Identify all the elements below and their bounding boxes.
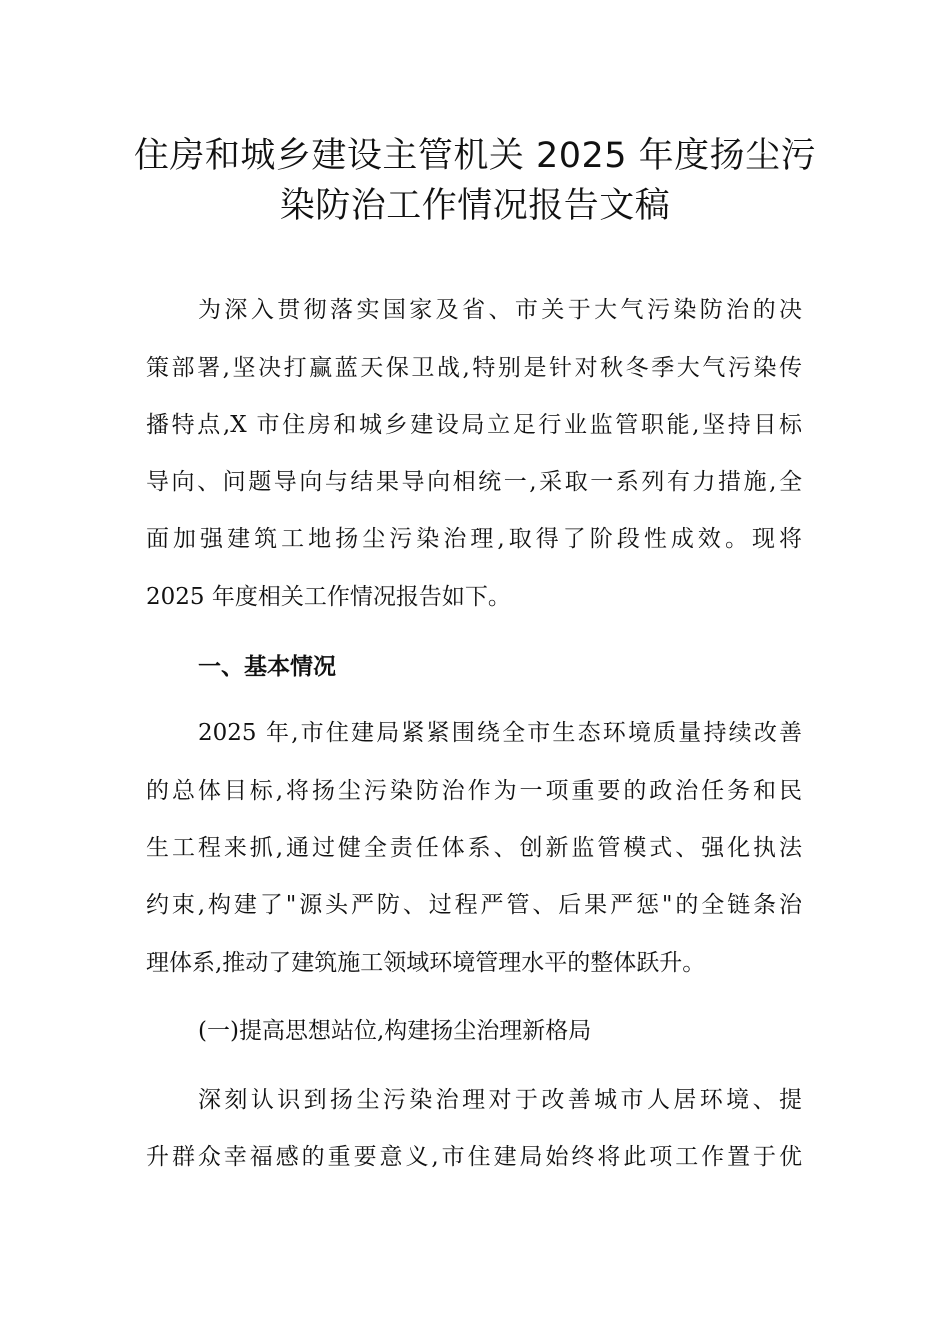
section1-paragraph-line: 生工程来抓,通过健全责任体系、创新监管模式、强化执法 [146,835,802,861]
subsection-heading-1: (一)提高思想站位,构建扬尘治理新格局 [198,1018,592,1044]
subsection1-paragraph-line: 升群众幸福感的重要意义,市住建局始终将此项工作置于优 [146,1144,802,1170]
subsection1-paragraph-line: 深刻认识到扬尘污染治理对于改善城市人居环境、提 [198,1087,802,1113]
intro-paragraph-line: 导向、问题导向与结果导向相统一,采取一系列有力措施,全 [146,469,802,495]
intro-paragraph-line: 播特点,X 市住房和城乡建设局立足行业监管职能,坚持目标 [146,412,802,438]
section1-paragraph-line: 理体系,推动了建筑施工领域环境管理水平的整体跃升。 [146,950,706,976]
intro-paragraph-line: 2025 年度相关工作情况报告如下。 [146,584,511,610]
section1-paragraph-line: 约束,构建了"源头严防、过程严管、后果严惩"的全链条治 [146,892,802,918]
document-title-line-1: 住房和城乡建设主管机关 2025 年度扬尘污 [133,136,817,176]
intro-paragraph-line: 面加强建筑工地扬尘污染治理,取得了阶段性成效。现将 [146,526,802,552]
section1-paragraph-line: 2025 年,市住建局紧紧围绕全市生态环境质量持续改善 [198,720,802,746]
section-heading-basic-situation: 一、基本情况 [198,653,336,680]
intro-paragraph-line: 策部署,坚决打赢蓝天保卫战,特别是针对秋冬季大气污染传 [146,355,802,381]
intro-paragraph-line: 为深入贯彻落实国家及省、市关于大气污染防治的决 [198,297,802,323]
document-title-line-2: 染防治工作情况报告文稿 [279,186,671,226]
section1-paragraph-line: 的总体目标,将扬尘污染防治作为一项重要的政治任务和民 [146,778,802,804]
